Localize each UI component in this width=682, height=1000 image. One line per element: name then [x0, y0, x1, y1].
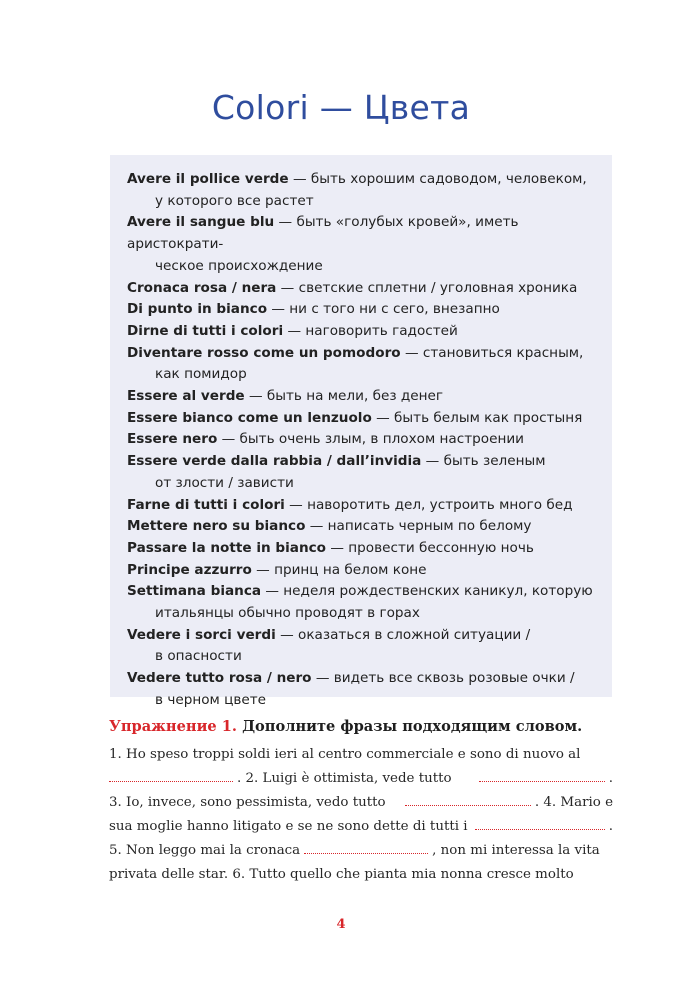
idiom-italian: Diventare rosso come un pomodoro — [127, 344, 401, 361]
answer-blank-5[interactable] — [304, 840, 428, 854]
idiom-italian: Passare la notte in bianco — [127, 539, 327, 556]
idiom-italian: Di punto in bianco — [127, 301, 268, 318]
idiom-translation: — написать черным по белому — [305, 518, 532, 535]
idiom-translation: — быть очень злым, в плохом настроении — [217, 431, 525, 448]
idiom-item — [127, 581, 607, 624]
idiom-translation-continued: в черном цвете — [155, 691, 267, 708]
idiom-translation-continued: как помидор — [155, 366, 247, 383]
exercise-text: . 4. Mario e — [534, 795, 613, 810]
idiom-italian: Cronaca rosa / nera — [127, 279, 277, 296]
idiom-list — [127, 169, 607, 712]
idiom-italian: Essere verde dalla rabbia / dall’invidia — [127, 453, 422, 470]
idiom-translation: — быть на мели, без денег — [244, 388, 444, 405]
exercise-text: 5. Non leggo mai la cronaca — [109, 843, 301, 858]
exercise-line — [109, 863, 613, 887]
idiom-item — [127, 278, 607, 300]
exercise-instruction: Дополните фразы подходящим словом. — [237, 718, 583, 735]
idiom-translation-continued: от злости / зависти — [155, 474, 294, 491]
idiom-translation: — быть хорошим садоводом, человеком, — [288, 171, 587, 187]
idiom-translation: — наговорить гадостей — [283, 322, 458, 339]
idiom-item — [127, 451, 607, 494]
idiom-translation: — быть «голубых кровей», иметь аристократи- — [127, 214, 519, 253]
page-number: 4 — [336, 917, 346, 932]
answer-blank-3[interactable] — [405, 792, 531, 806]
answer-blank-1[interactable] — [109, 768, 233, 782]
idiom-italian: Vedere i sorci verdi — [127, 626, 276, 643]
exercise-number: Упражнение 1. — [109, 718, 237, 735]
idiom-item — [127, 169, 607, 212]
idiom-italian: Avere il pollice verde — [127, 171, 289, 187]
idiom-translation: — быть зеленым — [421, 453, 546, 470]
idiom-item — [127, 516, 607, 538]
idiom-item — [127, 386, 607, 408]
idiom-item — [127, 560, 607, 582]
idiom-translation-continued: итальянцы обычно проводят в горах — [155, 605, 420, 622]
idiom-italian: Dirne di tutti i colori — [127, 322, 284, 339]
idiom-translation: — светские сплетни / уголовная хроника — [276, 279, 578, 296]
exercise-text: 1. Ho speso troppi soldi ieri al centro commerciale e sono di nuovo al — [109, 747, 581, 762]
exercise-text: . — [608, 819, 613, 834]
idiom-italian: Avere il sangue blu — [127, 214, 275, 231]
exercise-line — [109, 767, 613, 791]
idiom-italian: Mettere nero su bianco — [127, 518, 306, 535]
idiom-translation: — неделя рождественских каникул, которую — [261, 583, 593, 600]
idiom-translation: — оказаться в сложной ситуации / — [275, 626, 531, 643]
idiom-item — [127, 212, 607, 277]
idiom-item — [127, 408, 607, 430]
idiom-item — [127, 625, 607, 668]
idiom-item — [127, 668, 607, 711]
exercise-text: 3. Io, invece, sono pessimista, vedo tutto — [109, 795, 386, 810]
idiom-translation: — провести бессонную ночь — [326, 539, 534, 556]
idiom-translation: — ни с того ни с сего, внезапно — [267, 301, 500, 318]
exercise-text: , non mi interessa la vita — [432, 843, 600, 858]
idiom-italian: Farne di tutti i colori — [127, 496, 285, 513]
page-title: Colori — Цвета — [211, 88, 471, 127]
idiom-item — [127, 495, 607, 517]
idiom-translation: — принц на белом коне — [251, 561, 427, 578]
idiom-italian: Essere nero — [127, 431, 218, 448]
exercise-line — [109, 791, 613, 815]
exercise-line — [109, 815, 613, 839]
exercise-line — [109, 743, 613, 767]
answer-blank-4[interactable] — [475, 816, 605, 830]
answer-blank-2[interactable] — [479, 768, 605, 782]
idiom-translation: — видеть все сквозь розовые очки / — [311, 670, 575, 687]
idiom-translation: — наворотить дел, устроить много бед — [284, 496, 573, 513]
idiom-item — [127, 429, 607, 451]
exercise-heading — [109, 718, 613, 735]
exercise-text: . — [608, 771, 613, 786]
idiom-italian: Essere bianco come un lenzuolo — [127, 409, 372, 426]
idiom-item — [127, 299, 607, 321]
idiom-translation: — быть белым как простыня — [371, 409, 583, 426]
idiom-italian: Settimana bianca — [127, 583, 262, 600]
idiom-translation-continued: у которого все растет — [155, 192, 314, 209]
idiom-translation-continued: в опасности — [155, 648, 242, 665]
idiom-italian: Essere al verde — [127, 388, 245, 405]
idiom-italian: Vedere tutto rosa / nero — [127, 670, 312, 687]
exercise-text: . 2. Luigi è ottimista, vede tutto — [237, 771, 452, 786]
exercise-text: privata delle star. 6. Tutto quello che pianta mia nonna cresce molto — [109, 867, 574, 882]
exercise-section — [109, 718, 613, 887]
idiom-item — [127, 538, 607, 560]
idiom-translation: — становиться красным, — [400, 344, 584, 361]
idiom-item — [127, 321, 607, 343]
exercise-line — [109, 839, 613, 863]
idiom-item — [127, 343, 607, 386]
idiom-italian: Principe azzurro — [127, 561, 252, 578]
idiom-translation-continued: ческое происхождение — [155, 257, 323, 274]
exercise-text: sua moglie hanno litigato e se ne sono dette di tutti i — [109, 819, 468, 834]
